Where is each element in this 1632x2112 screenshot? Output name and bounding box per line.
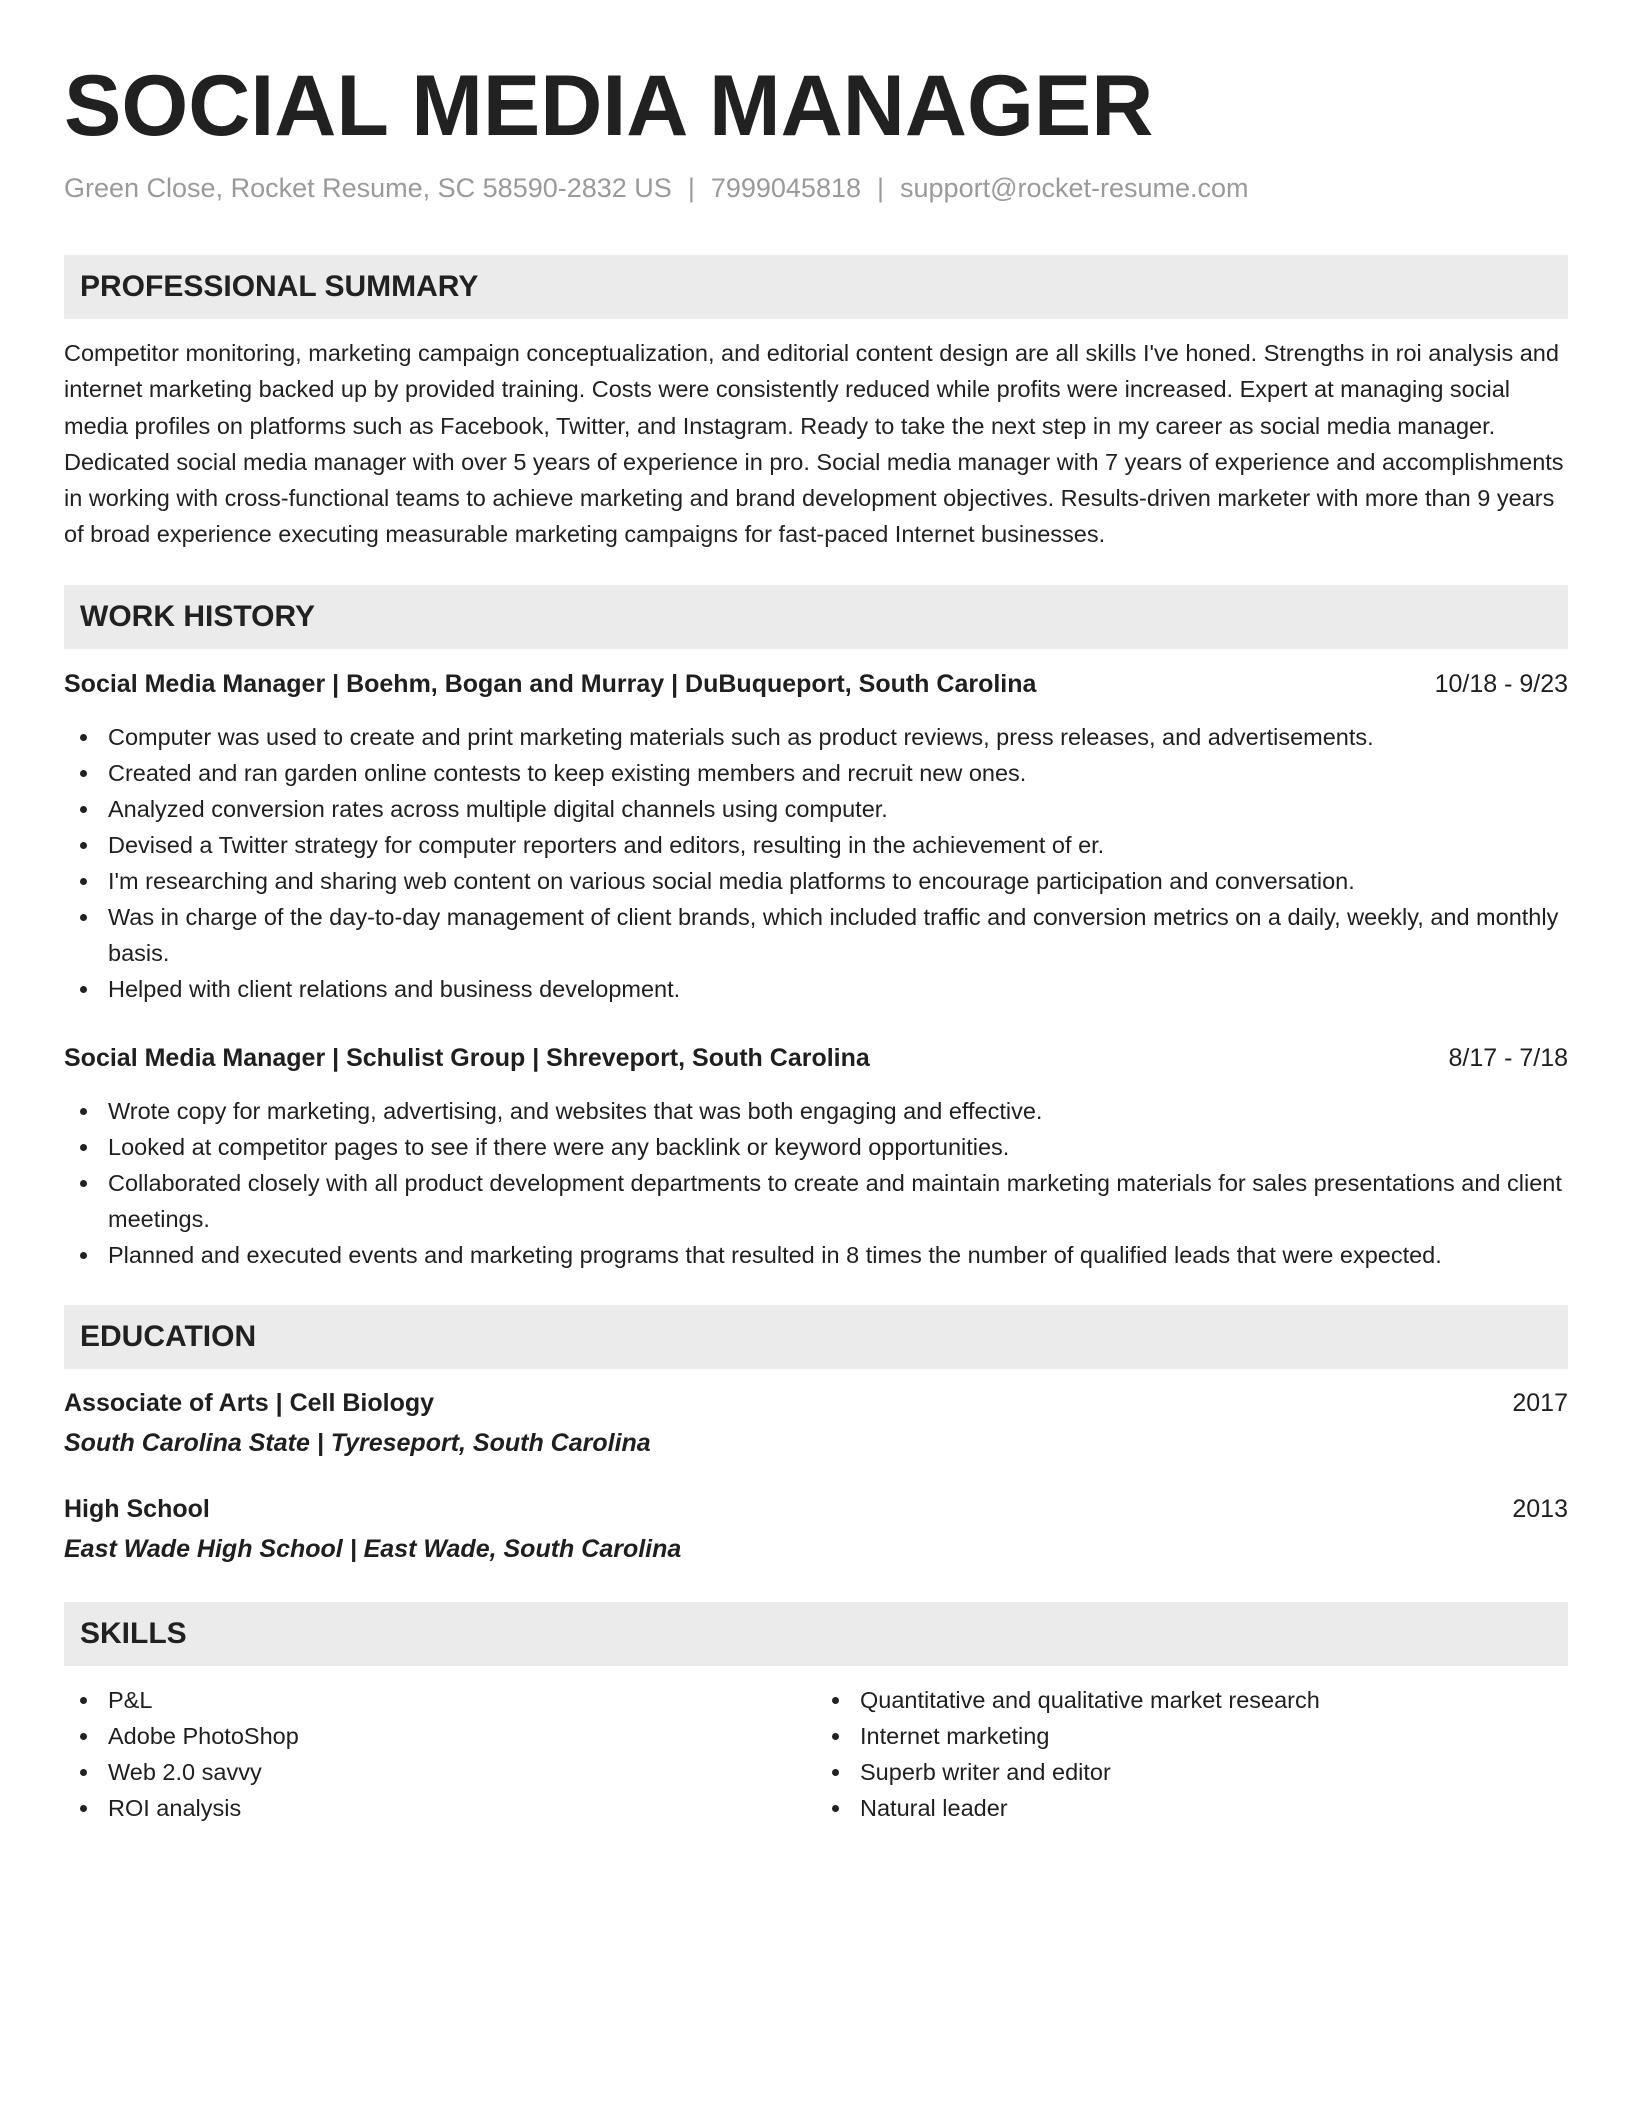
contact-separator: | bbox=[687, 173, 695, 203]
job-bullet: Planned and executed events and marketing programs that resulted in 8 times the number of qualified leads that were expected. bbox=[64, 1237, 1568, 1273]
education-year: 2017 bbox=[1512, 1388, 1568, 1417]
skills-columns bbox=[64, 1682, 1568, 1826]
job-entry bbox=[64, 666, 1568, 1007]
skill-item: Quantitative and qualitative market research bbox=[816, 1682, 1568, 1718]
job-bullet-list bbox=[64, 1093, 1568, 1273]
job-bullet: Helped with client relations and business development. bbox=[64, 971, 1568, 1007]
skills-list-right bbox=[816, 1682, 1568, 1826]
education-school: East Wade High School | East Wade, South Carolina bbox=[64, 1534, 682, 1563]
skill-item: Internet marketing bbox=[816, 1718, 1568, 1754]
job-bullet-list bbox=[64, 719, 1568, 1007]
job-entry bbox=[64, 1040, 1568, 1273]
contact-line bbox=[64, 170, 1568, 206]
section-heading-work-history: WORK HISTORY bbox=[64, 585, 1568, 649]
education-header bbox=[64, 1385, 1568, 1421]
job-bullet: Was in charge of the day-to-day management of client brands, which included traffic and conversion metrics on a daily, weekly, and monthly basis. bbox=[64, 899, 1568, 971]
education-school: South Carolina State | Tyreseport, South Carolina bbox=[64, 1428, 651, 1457]
education-year: 2013 bbox=[1512, 1494, 1568, 1523]
job-bullet: Collaborated closely with all product development departments to create and maintain marketing materials for sales presentations and client meetings. bbox=[64, 1165, 1568, 1237]
skill-item: P&L bbox=[64, 1682, 816, 1718]
skill-item: Superb writer and editor bbox=[816, 1754, 1568, 1790]
job-bullet: Looked at competitor pages to see if there were any backlink or keyword opportunities. bbox=[64, 1129, 1568, 1165]
contact-phone: 7999045818 bbox=[710, 173, 861, 203]
job-bullet: Analyzed conversion rates across multiple digital channels using computer. bbox=[64, 791, 1568, 827]
job-title: Social Media Manager | Boehm, Bogan and Murray | DuBuqueport, South Carolina bbox=[64, 669, 1037, 698]
job-bullet: Computer was used to create and print marketing materials such as product reviews, press releases, and advertisements. bbox=[64, 719, 1568, 755]
job-dates: 8/17 - 7/18 bbox=[1448, 1043, 1568, 1072]
section-heading-skills: SKILLS bbox=[64, 1602, 1568, 1666]
education-degree: High School bbox=[64, 1494, 210, 1523]
job-bullet: Created and ran garden online contests to keep existing members and recruit new ones. bbox=[64, 755, 1568, 791]
job-bullet: Wrote copy for marketing, advertising, and websites that was both engaging and effective. bbox=[64, 1093, 1568, 1129]
job-bullet: I'm researching and sharing web content on various social media platforms to encourage participation and conversation. bbox=[64, 863, 1568, 899]
contact-separator: | bbox=[877, 173, 885, 203]
contact-address: Green Close, Rocket Resume, SC 58590-2832 US bbox=[64, 173, 672, 203]
contact-email: support@rocket-resume.com bbox=[900, 173, 1249, 203]
skill-item: Web 2.0 savvy bbox=[64, 1754, 816, 1790]
education-entry bbox=[64, 1385, 1568, 1461]
job-bullet: Devised a Twitter strategy for computer reporters and editors, resulting in the achievement of er. bbox=[64, 827, 1568, 863]
education-degree: Associate of Arts | Cell Biology bbox=[64, 1388, 435, 1417]
skills-list-left bbox=[64, 1682, 816, 1826]
section-heading-summary: PROFESSIONAL SUMMARY bbox=[64, 255, 1568, 319]
job-header bbox=[64, 1040, 1568, 1076]
section-heading-education: EDUCATION bbox=[64, 1305, 1568, 1369]
candidate-name: SOCIAL MEDIA MANAGER bbox=[64, 58, 1154, 154]
skill-item: Adobe PhotoShop bbox=[64, 1718, 816, 1754]
summary-text: Competitor monitoring, marketing campaign conceptualization, and editorial content design are all skills I've honed. Strengths in roi analysis and internet marketing backed up by provided training. Costs were consistently reduced while profits were increased. Expert at managing social media profiles on platforms such as Facebook, Twitter, and Instagram. Ready to take the next step in my career as social media manager. Dedicated social media manager with over 5 years of experience in pro. Social media manager with 7 years of experience and accomplishments in working with cross-functional teams to achieve marketing and brand development objectives. Results-driven marketer with more than 9 years of broad experience executing measurable marketing campaigns for fast-paced Internet businesses. bbox=[64, 340, 1564, 548]
education-header bbox=[64, 1491, 1568, 1527]
education-entry bbox=[64, 1491, 1568, 1567]
job-title: Social Media Manager | Schulist Group | Shreveport, South Carolina bbox=[64, 1043, 870, 1072]
job-header bbox=[64, 666, 1568, 702]
skill-item: ROI analysis bbox=[64, 1790, 816, 1826]
job-dates: 10/18 - 9/23 bbox=[1434, 669, 1568, 698]
skill-item: Natural leader bbox=[816, 1790, 1568, 1826]
